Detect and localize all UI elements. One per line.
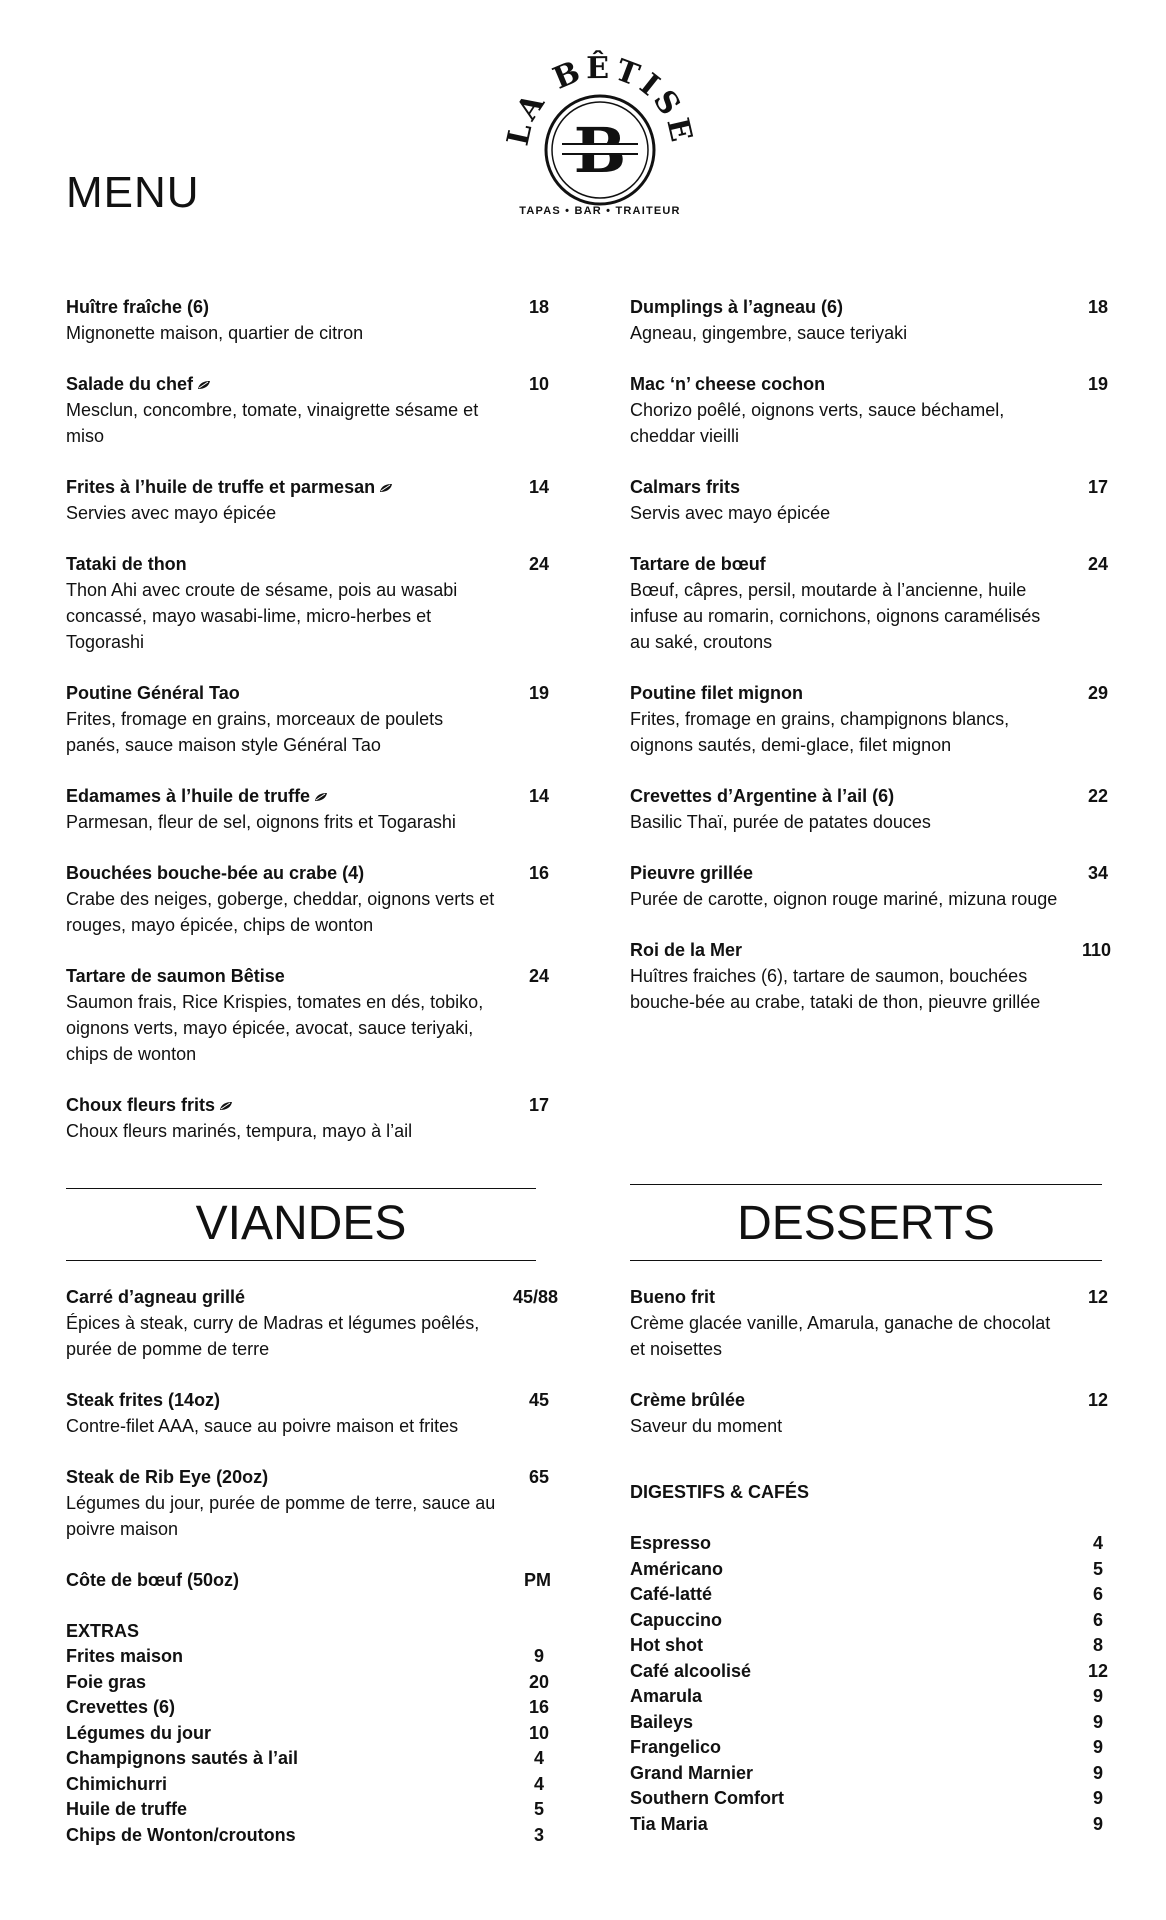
digestif-item <box>630 1786 1120 1812</box>
extra-price: 20 <box>529 1671 550 1692</box>
item-price: 29 <box>1088 683 1109 703</box>
item-name: Steak frites (14oz) <box>66 1390 221 1410</box>
item-price: 45 <box>529 1390 550 1410</box>
digestif-item <box>630 1812 1120 1838</box>
extra-name: Légumes du jour <box>66 1722 212 1743</box>
menu-item <box>630 860 1120 912</box>
item-name: Tartare de bœuf <box>630 554 766 574</box>
item-desc: Crabe des neiges, goberge, cheddar, oignons verts et rouges, mayo épicée, chips de wonton <box>66 889 495 935</box>
item-price: 19 <box>1088 374 1109 394</box>
menu-item <box>66 680 556 758</box>
logo-brand-text: LA BÊTISE <box>500 50 700 149</box>
extra-price: 10 <box>529 1722 550 1743</box>
digestif-price: 9 <box>1093 1686 1104 1706</box>
item-name: Carré d’agneau grillé <box>66 1287 246 1307</box>
item-price: 16 <box>529 863 550 883</box>
extra-price: 5 <box>534 1799 545 1819</box>
item-desc: Épices à steak, curry de Madras et légumes poêlés, purée de pomme de terre <box>66 1313 480 1359</box>
digestif-name: Grand Marnier <box>630 1762 754 1783</box>
extra-price: 16 <box>529 1697 550 1717</box>
item-desc: Thon Ahi avec croute de sésame, pois au wasabi concassé, mayo wasabi-lime, micro-herbes et Togorashi <box>66 580 458 652</box>
item-price: 10 <box>529 374 550 394</box>
extras-heading: EXTRAS <box>66 1621 140 1641</box>
extra-price: 4 <box>534 1773 545 1794</box>
item-desc: Légumes du jour, purée de pomme de terre, sauce au poivre maison <box>66 1493 496 1539</box>
item-price: 17 <box>1088 477 1109 497</box>
digestif-price: 9 <box>1093 1762 1104 1783</box>
item-name: Poutine filet mignon <box>630 683 803 703</box>
item-name: Crème brûlée <box>630 1390 746 1410</box>
digestif-price: 5 <box>1093 1558 1104 1579</box>
digestif-name: Américano <box>630 1558 724 1579</box>
item-price: 19 <box>529 683 550 703</box>
brand-logo <box>500 40 700 230</box>
extra-name: Chimichurri <box>66 1773 168 1794</box>
menu-item <box>66 1284 559 1362</box>
menu-item <box>630 937 1120 1015</box>
item-desc: Saveur du moment <box>630 1416 783 1436</box>
extra-item <box>66 1797 556 1823</box>
digestif-name: Espresso <box>630 1533 712 1553</box>
item-price: 24 <box>1088 554 1109 574</box>
digestif-name: Hot shot <box>630 1635 703 1655</box>
digestif-name: Amarula <box>630 1686 703 1706</box>
item-name: Bueno frit <box>630 1287 715 1307</box>
extra-name: Foie gras <box>66 1671 147 1692</box>
extra-name: Champignons sautés à l’ail <box>66 1748 299 1768</box>
digestif-item <box>630 1735 1120 1761</box>
leaf-icon <box>314 792 328 802</box>
item-name: Choux fleurs frits <box>66 1095 216 1115</box>
item-desc: Chorizo poêlé, oignons verts, sauce béchamel, cheddar vieilli <box>630 400 1005 446</box>
section-title-desserts: DESSERTS <box>737 1197 995 1250</box>
item-price: 22 <box>1088 786 1109 806</box>
menu-item <box>66 1567 556 1593</box>
item-price: 45/88 <box>513 1287 559 1307</box>
menu-item <box>630 1284 1120 1362</box>
extra-name: Crevettes (6) <box>66 1697 176 1717</box>
item-desc: Huîtres fraiches (6), tartare de saumon, bouchées bouche-bée au crabe, tataki de thon, pieuvre grillée <box>630 966 1041 1012</box>
item-desc: Frites, fromage en grains, morceaux de poulets panés, sauce maison style Général Tao <box>66 709 444 755</box>
extra-item <box>66 1721 556 1747</box>
digestif-price: 8 <box>1093 1635 1104 1655</box>
digestif-price: 6 <box>1093 1609 1104 1630</box>
item-name: Crevettes d’Argentine à l’ail (6) <box>630 786 895 806</box>
extra-item <box>66 1746 556 1772</box>
item-price: 14 <box>529 786 550 806</box>
item-desc: Bœuf, câpres, persil, moutarde à l’ancienne, huile infuse au romarin, cornichons, oignons caramélisés au saké, croutons <box>630 580 1041 652</box>
item-name: Côte de bœuf (50oz) <box>66 1570 239 1590</box>
item-desc: Servies avec mayo épicée <box>66 503 277 523</box>
item-price: 14 <box>529 477 550 497</box>
item-name: Edamames à l’huile de truffe <box>66 786 311 806</box>
item-price: 65 <box>529 1467 550 1487</box>
digestif-price: 6 <box>1093 1584 1104 1604</box>
digestif-item <box>630 1761 1120 1787</box>
digestif-item <box>630 1659 1120 1685</box>
extra-price: 4 <box>534 1748 545 1768</box>
digestif-item <box>630 1633 1120 1659</box>
menu-item <box>630 371 1120 449</box>
menu-item <box>66 783 556 835</box>
digestif-item <box>630 1582 1120 1608</box>
digestif-name: Baileys <box>630 1711 694 1732</box>
digestif-price: 9 <box>1093 1788 1104 1808</box>
item-name: Mac ‘n’ cheese cochon <box>630 374 826 394</box>
logo-tagline: TAPAS • BAR • TRAITEUR <box>519 205 681 217</box>
digestif-name: Tia Maria <box>630 1813 708 1834</box>
digestif-price: 9 <box>1093 1737 1104 1757</box>
digestif-price: 12 <box>1088 1660 1109 1681</box>
divider <box>630 1184 1102 1185</box>
menu-item <box>630 1387 1120 1439</box>
item-price: 24 <box>529 966 550 986</box>
digestifs-heading: DIGESTIFS & CAFÉS <box>630 1482 810 1502</box>
item-price: 12 <box>1088 1287 1109 1307</box>
item-name: Frites à l’huile de truffe et parmesan <box>66 477 376 497</box>
menu-item <box>630 474 1120 526</box>
digestif-name: Frangelico <box>630 1737 722 1757</box>
extra-item <box>66 1670 556 1696</box>
item-desc: Servis avec mayo épicée <box>630 503 831 523</box>
desserts-column <box>630 1284 1120 1837</box>
leaf-icon <box>219 1101 233 1111</box>
item-price: 18 <box>529 297 550 317</box>
item-desc: Parmesan, fleur de sel, oignons frits et Togarashi <box>66 812 456 832</box>
extra-name: Huile de truffe <box>66 1799 188 1819</box>
menu-item <box>66 1464 556 1542</box>
menu-left-column <box>66 294 556 1169</box>
item-name: Steak de Rib Eye (20oz) <box>66 1467 269 1487</box>
digestif-name: Café-latté <box>630 1584 713 1604</box>
menu-item <box>66 371 556 449</box>
extra-price: 9 <box>534 1646 545 1666</box>
menu-item <box>630 551 1120 655</box>
digestif-item <box>630 1608 1120 1634</box>
leaf-icon <box>379 483 393 493</box>
extra-price: 3 <box>534 1824 545 1845</box>
digestif-name: Capuccino <box>630 1609 723 1630</box>
item-desc: Basilic Thaï, purée de patates douces <box>630 812 931 832</box>
digestif-price: 9 <box>1093 1813 1104 1834</box>
item-name: Tartare de saumon Bêtise <box>66 966 285 986</box>
item-name: Pieuvre grillée <box>630 863 754 883</box>
menu-right-column <box>630 294 1120 1040</box>
item-desc: Frites, fromage en grains, champignons blancs, oignons sautés, demi-glace, filet mignon <box>630 709 1010 755</box>
digestif-item <box>630 1710 1120 1736</box>
item-price: 24 <box>529 554 550 574</box>
divider <box>66 1188 536 1189</box>
item-desc: Crème glacée vanille, Amarula, ganache de chocolat et noisettes <box>630 1313 1051 1359</box>
divider <box>66 1260 536 1261</box>
leaf-icon <box>197 380 211 390</box>
item-name: Dumplings à l’agneau (6) <box>630 297 844 317</box>
item-name: Huître fraîche (6) <box>66 297 210 317</box>
menu-item <box>66 860 556 938</box>
extra-item <box>66 1695 556 1721</box>
item-name: Roi de la Mer <box>630 940 743 960</box>
item-price: 110 <box>1082 940 1112 960</box>
extra-name: Chips de Wonton/croutons <box>66 1824 296 1845</box>
item-name: Bouchées bouche-bée au crabe (4) <box>66 863 365 883</box>
item-price: 34 <box>1088 863 1109 883</box>
item-price: 17 <box>529 1095 550 1115</box>
menu-item <box>66 1092 556 1144</box>
item-name: Calmars frits <box>630 477 741 497</box>
item-price: 18 <box>1088 297 1109 317</box>
item-price: 12 <box>1088 1390 1109 1410</box>
digestif-price: 4 <box>1093 1533 1104 1553</box>
item-desc: Saumon frais, Rice Krispies, tomates en dés, tobiko, oignons verts, mayo épicée, avocat, sauce teriyaki, chips de wonton <box>66 992 484 1064</box>
viandes-column <box>66 1284 559 1848</box>
extra-name: Frites maison <box>66 1646 184 1666</box>
menu-item <box>630 680 1120 758</box>
item-desc: Purée de carotte, oignon rouge mariné, mizuna rouge <box>630 889 1058 909</box>
menu-item <box>66 294 556 346</box>
menu-item <box>630 294 1120 346</box>
digestif-item <box>630 1684 1120 1710</box>
item-name: Tataki de thon <box>66 554 187 574</box>
digestif-item <box>630 1557 1120 1583</box>
item-desc: Mesclun, concombre, tomate, vinaigrette sésame et miso <box>66 400 479 446</box>
digestif-price: 9 <box>1093 1711 1104 1732</box>
item-desc: Agneau, gingembre, sauce teriyaki <box>630 323 908 343</box>
menu-item <box>66 1387 556 1439</box>
item-desc: Choux fleurs marinés, tempura, mayo à l’ail <box>66 1121 413 1141</box>
logo-seal <box>500 40 700 210</box>
menu-item <box>66 963 556 1067</box>
item-desc: Contre-filet AAA, sauce au poivre maison et frites <box>66 1416 459 1436</box>
digestif-name: Southern Comfort <box>630 1788 784 1808</box>
page-title: MENU <box>66 168 200 217</box>
extra-item <box>66 1823 556 1849</box>
menu-item <box>66 474 556 526</box>
item-name: Poutine Général Tao <box>66 683 240 703</box>
item-name: Salade du chef <box>66 374 194 394</box>
section-title-viandes: VIANDES <box>195 1197 407 1250</box>
digestif-name: Café alcoolisé <box>630 1660 752 1681</box>
extra-item <box>66 1772 556 1798</box>
digestif-item <box>630 1531 1120 1557</box>
item-price: PM <box>524 1570 551 1590</box>
menu-item <box>630 783 1120 835</box>
menu-item <box>66 551 556 655</box>
extra-item <box>66 1644 556 1670</box>
item-desc: Mignonette maison, quartier de citron <box>66 323 364 343</box>
divider <box>630 1260 1102 1261</box>
